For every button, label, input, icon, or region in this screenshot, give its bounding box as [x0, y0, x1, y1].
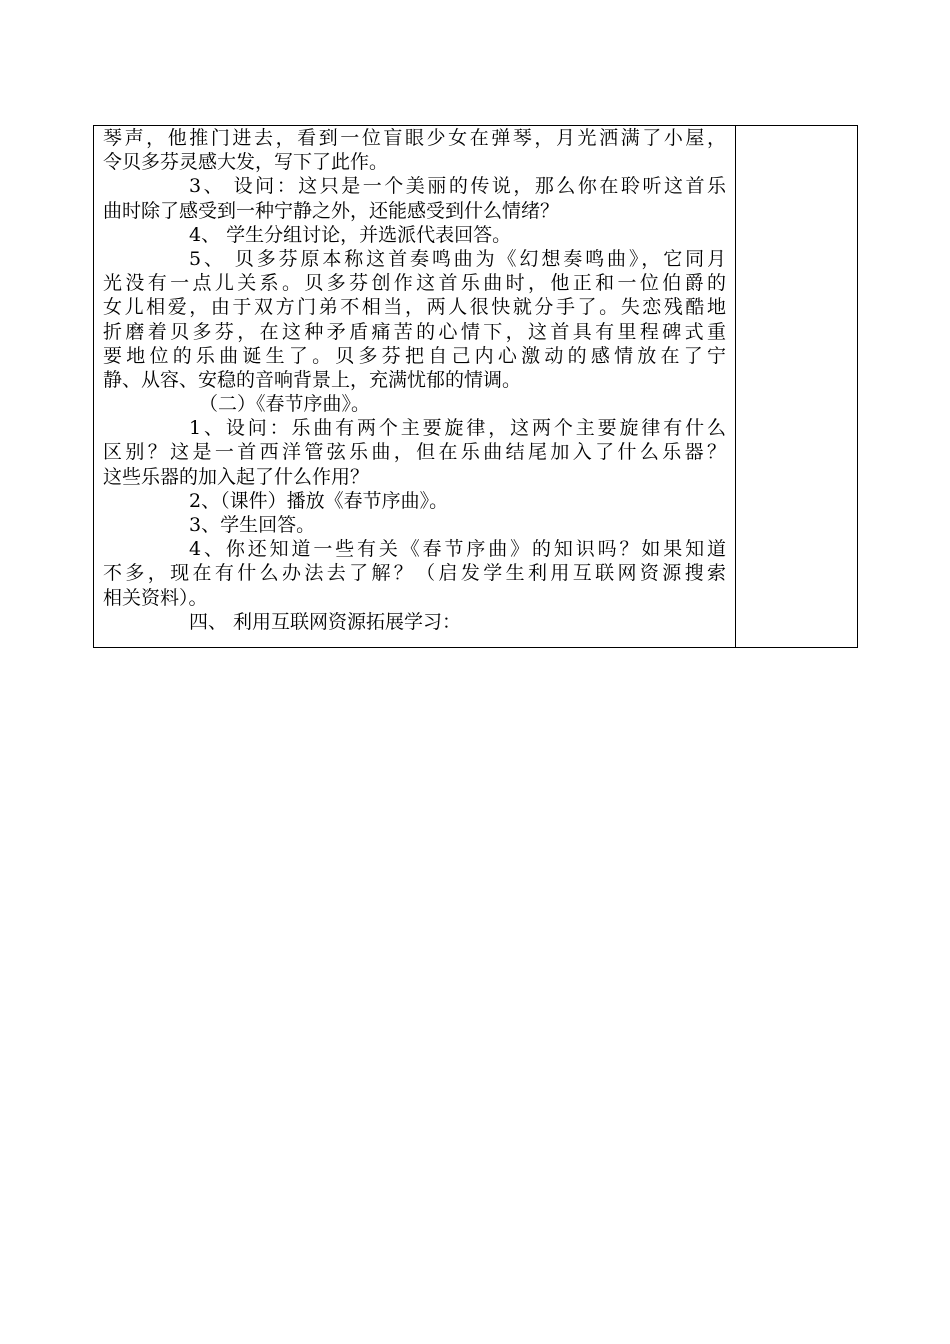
text-line: 相关资料）。 — [103, 586, 208, 609]
text-line: 4、你还知道一些有关《春节序曲》的知识吗？如果知道 — [189, 538, 726, 561]
text-line: 不多，现在有什么办法去了解？（启发学生利用互联网资源搜索 — [103, 562, 726, 585]
text-line: 3、 设问：这只是一个美丽的传说，那么你在聆听这首乐 — [189, 175, 726, 198]
text-line: 4、 学生分组讨论，并选派代表回答。 — [189, 223, 512, 246]
text-line: 1、设问：乐曲有两个主要旋律，这两个主要旋律有什么 — [189, 417, 726, 440]
text-line: 要地位的乐曲诞生了。贝多芬把自己内心激动的感情放在了宁 — [103, 344, 726, 367]
text-line: 静、从容、安稳的音响背景上，充满忧郁的情调。 — [103, 368, 522, 391]
text-line: 3、学生回答。 — [189, 514, 316, 536]
notes-cell — [736, 126, 857, 647]
text-line: 曲时除了感受到一种宁静之外，还能感受到什么情绪？ — [103, 199, 560, 222]
text-line: 琴声，他推门进去，看到一位盲眼少女在弹琴，月光洒满了小屋， — [103, 127, 726, 149]
text-line: 2、（课件）播放《春节序曲》。 — [189, 489, 449, 512]
text-line: 光没有一点儿关系。贝多芬创作这首乐曲时，他正和一位伯爵的 — [103, 272, 726, 295]
text-line: 区别？这是一首西洋管弦乐曲，但在乐曲结尾加入了什么乐器？ — [103, 441, 726, 464]
text-line: 女儿相爱，由于双方门弟不相当，两人很快就分手了。失恋残酷地 — [103, 296, 726, 319]
text-line: 这些乐器的加入起了什么作用？ — [103, 465, 370, 488]
text-line: 折磨着贝多芬，在这种矛盾痛苦的心情下，这首具有里程碑式重 — [103, 320, 726, 343]
text-line: 5、 贝多芬原本称这首奏鸣曲为《幻想奏鸣曲》，它同月 — [189, 247, 726, 270]
text-line: 令贝多芬灵感大发，写下了此作。 — [103, 151, 389, 174]
section-heading: 四、 利用互联网资源拓展学习： — [189, 610, 462, 633]
lesson-table — [93, 125, 858, 648]
section-heading: （二）《春节序曲》。 — [199, 393, 371, 416]
lesson-content-cell — [94, 126, 736, 647]
